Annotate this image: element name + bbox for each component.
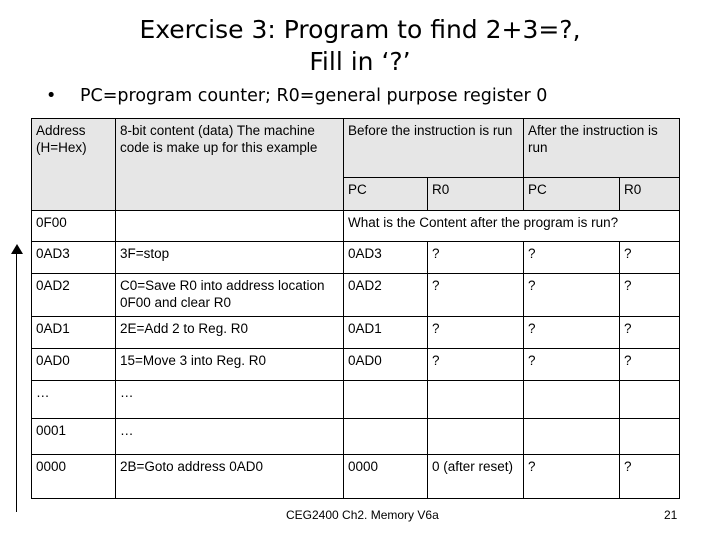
header-r0-before: R0 xyxy=(428,178,524,211)
table-cell: ? xyxy=(620,349,680,381)
table-cell: 0000 xyxy=(32,455,116,499)
table-cell xyxy=(524,381,620,419)
table-cell xyxy=(428,419,524,455)
table-cell: 3F=stop xyxy=(116,242,344,274)
table-cell: 0AD1 xyxy=(32,317,116,349)
header-after: After the instruction is run xyxy=(524,119,680,178)
table-cell: … xyxy=(116,419,344,455)
table-cell: C0=Save R0 into address location 0F00 and clear R0 xyxy=(116,274,344,317)
table-cell: ? xyxy=(428,317,524,349)
cell-address-0f00: 0F00 xyxy=(32,211,116,242)
table-cell: 0AD3 xyxy=(32,242,116,274)
table-cell: ? xyxy=(620,455,680,499)
memory-table xyxy=(31,118,680,499)
cell-content-0f00 xyxy=(116,211,344,242)
table-cell: 0AD3 xyxy=(344,242,428,274)
header-before: Before the instruction is run xyxy=(344,119,524,178)
table-cell xyxy=(344,419,428,455)
header-pc-before: PC xyxy=(344,178,428,211)
header-pc-after: PC xyxy=(524,178,620,211)
table-cell xyxy=(524,419,620,455)
table-cell xyxy=(620,381,680,419)
table-cell: … xyxy=(116,381,344,419)
table-cell: 0000 xyxy=(344,455,428,499)
table-cell: ? xyxy=(620,274,680,317)
table-cell: ? xyxy=(428,274,524,317)
table-cell: ? xyxy=(524,317,620,349)
bullet-text: PC=program counter; R0=general purpose register 0 xyxy=(80,86,548,106)
table-cell: 0AD2 xyxy=(32,274,116,317)
table-cell: 0AD2 xyxy=(344,274,428,317)
header-r0-after: R0 xyxy=(620,178,680,211)
table-cell: ? xyxy=(428,349,524,381)
header-address: Address (H=Hex) xyxy=(32,119,116,211)
bullet-point xyxy=(46,86,547,106)
table-cell: ? xyxy=(524,455,620,499)
up-arrow-icon xyxy=(11,244,23,254)
table-cell: 2E=Add 2 to Reg. R0 xyxy=(116,317,344,349)
table-cell: ? xyxy=(524,274,620,317)
table-cell xyxy=(428,381,524,419)
cell-note-0f00: What is the Content after the program is run? xyxy=(344,211,680,242)
table-cell: 15=Move 3 into Reg. R0 xyxy=(116,349,344,381)
table-cell: 0001 xyxy=(32,419,116,455)
header-content: 8-bit content (data) The machine code is make up for this example xyxy=(116,119,344,211)
slide-title xyxy=(0,14,720,78)
table-cell: ? xyxy=(524,349,620,381)
bullet-icon: • xyxy=(46,86,57,106)
table-cell: ? xyxy=(620,317,680,349)
table-cell xyxy=(344,381,428,419)
table-cell: ? xyxy=(428,242,524,274)
table-cell: 0AD0 xyxy=(344,349,428,381)
table-cell: 0AD0 xyxy=(32,349,116,381)
table-cell: … xyxy=(32,381,116,419)
title-line-2: Fill in ‘?’ xyxy=(309,47,411,76)
table-cell: 0 (after reset) xyxy=(428,455,524,499)
table-cell: 2B=Goto address 0AD0 xyxy=(116,455,344,499)
page-number: 21 xyxy=(664,508,678,522)
table-cell: ? xyxy=(620,242,680,274)
table-cell: ? xyxy=(524,242,620,274)
title-line-1: Exercise 3: Program to find 2+3=?, xyxy=(139,15,581,44)
footer-text: CEG2400 Ch2. Memory V6a xyxy=(286,508,439,522)
address-direction-arrow xyxy=(16,250,17,512)
table-cell: 0AD1 xyxy=(344,317,428,349)
table-cell xyxy=(620,419,680,455)
